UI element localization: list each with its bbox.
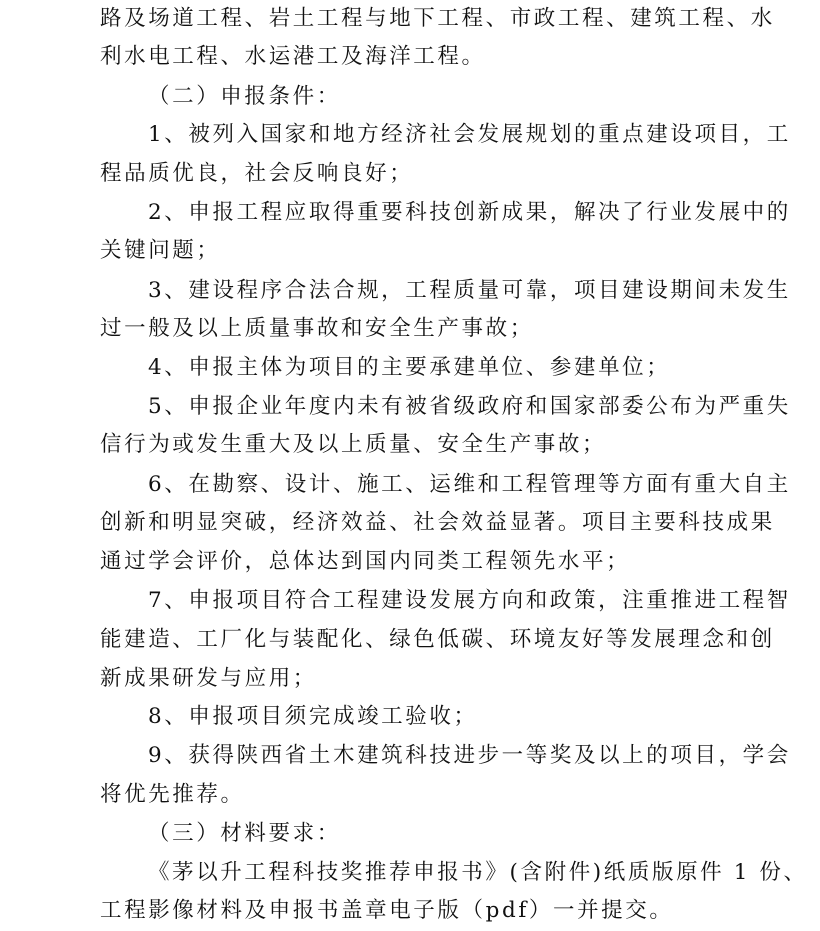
text-line: 关键问题； [100,238,221,263]
text-line: 《茅以升工程科技奖推荐申报书》(含附件)纸质版原件 1 份、 [148,860,808,885]
text-line: 通过学会评价，总体达到国内同类工程领先水平； [100,549,631,574]
text-line: 利水电工程、水运港工及海洋工程。 [100,44,486,69]
text-line: 创新和明显突破，经济效益、社会效益显著。项目主要科技成果 [100,510,775,535]
text-line: 2、申报工程应取得重要科技创新成果，解决了行业发展中的 [148,200,791,225]
text-line: 9、获得陕西省土木建筑科技进步一等奖及以上的项目，学会 [148,743,791,768]
text-line: 程品质优良，社会反响良好； [100,161,414,186]
text-line: 5、申报企业年度内未有被省级政府和国家部委公布为严重失 [148,394,791,419]
text-line: 路及场道工程、岩土工程与地下工程、市政工程、建筑工程、水 [100,6,775,31]
text-line: 8、申报项目须完成竣工验收； [148,704,478,729]
text-line: 4、申报主体为项目的主要承建单位、参建单位； [148,355,671,380]
text-line: 新成果研发与应用； [100,666,317,691]
section-heading-conditions: （二）申报条件： [148,84,341,109]
text-line: 将优先推荐。 [100,782,245,807]
text-line: 过一般及以上质量事故和安全生产事故； [100,316,534,341]
text-line: 1、被列入国家和地方经济社会发展规划的重点建设项目，工 [148,122,791,147]
text-line: 6、在勘察、设计、施工、运维和工程管理等方面有重大自主 [148,472,791,497]
text-line: 3、建设程序合法合规，工程质量可靠，项目建设期间未发生 [148,278,791,303]
section-heading-materials: （三）材料要求： [148,821,341,846]
text-line: 7、申报项目符合工程建设发展方向和政策，注重推进工程智 [148,588,791,613]
text-line: 信行为或发生重大及以上质量、安全生产事故； [100,432,607,457]
text-line: 能建造、工厂化与装配化、绿色低碳、环境友好等发展理念和创 [100,627,775,652]
text-line: 工程影像材料及申报书盖章电子版（pdf）一并提交。 [100,898,674,923]
